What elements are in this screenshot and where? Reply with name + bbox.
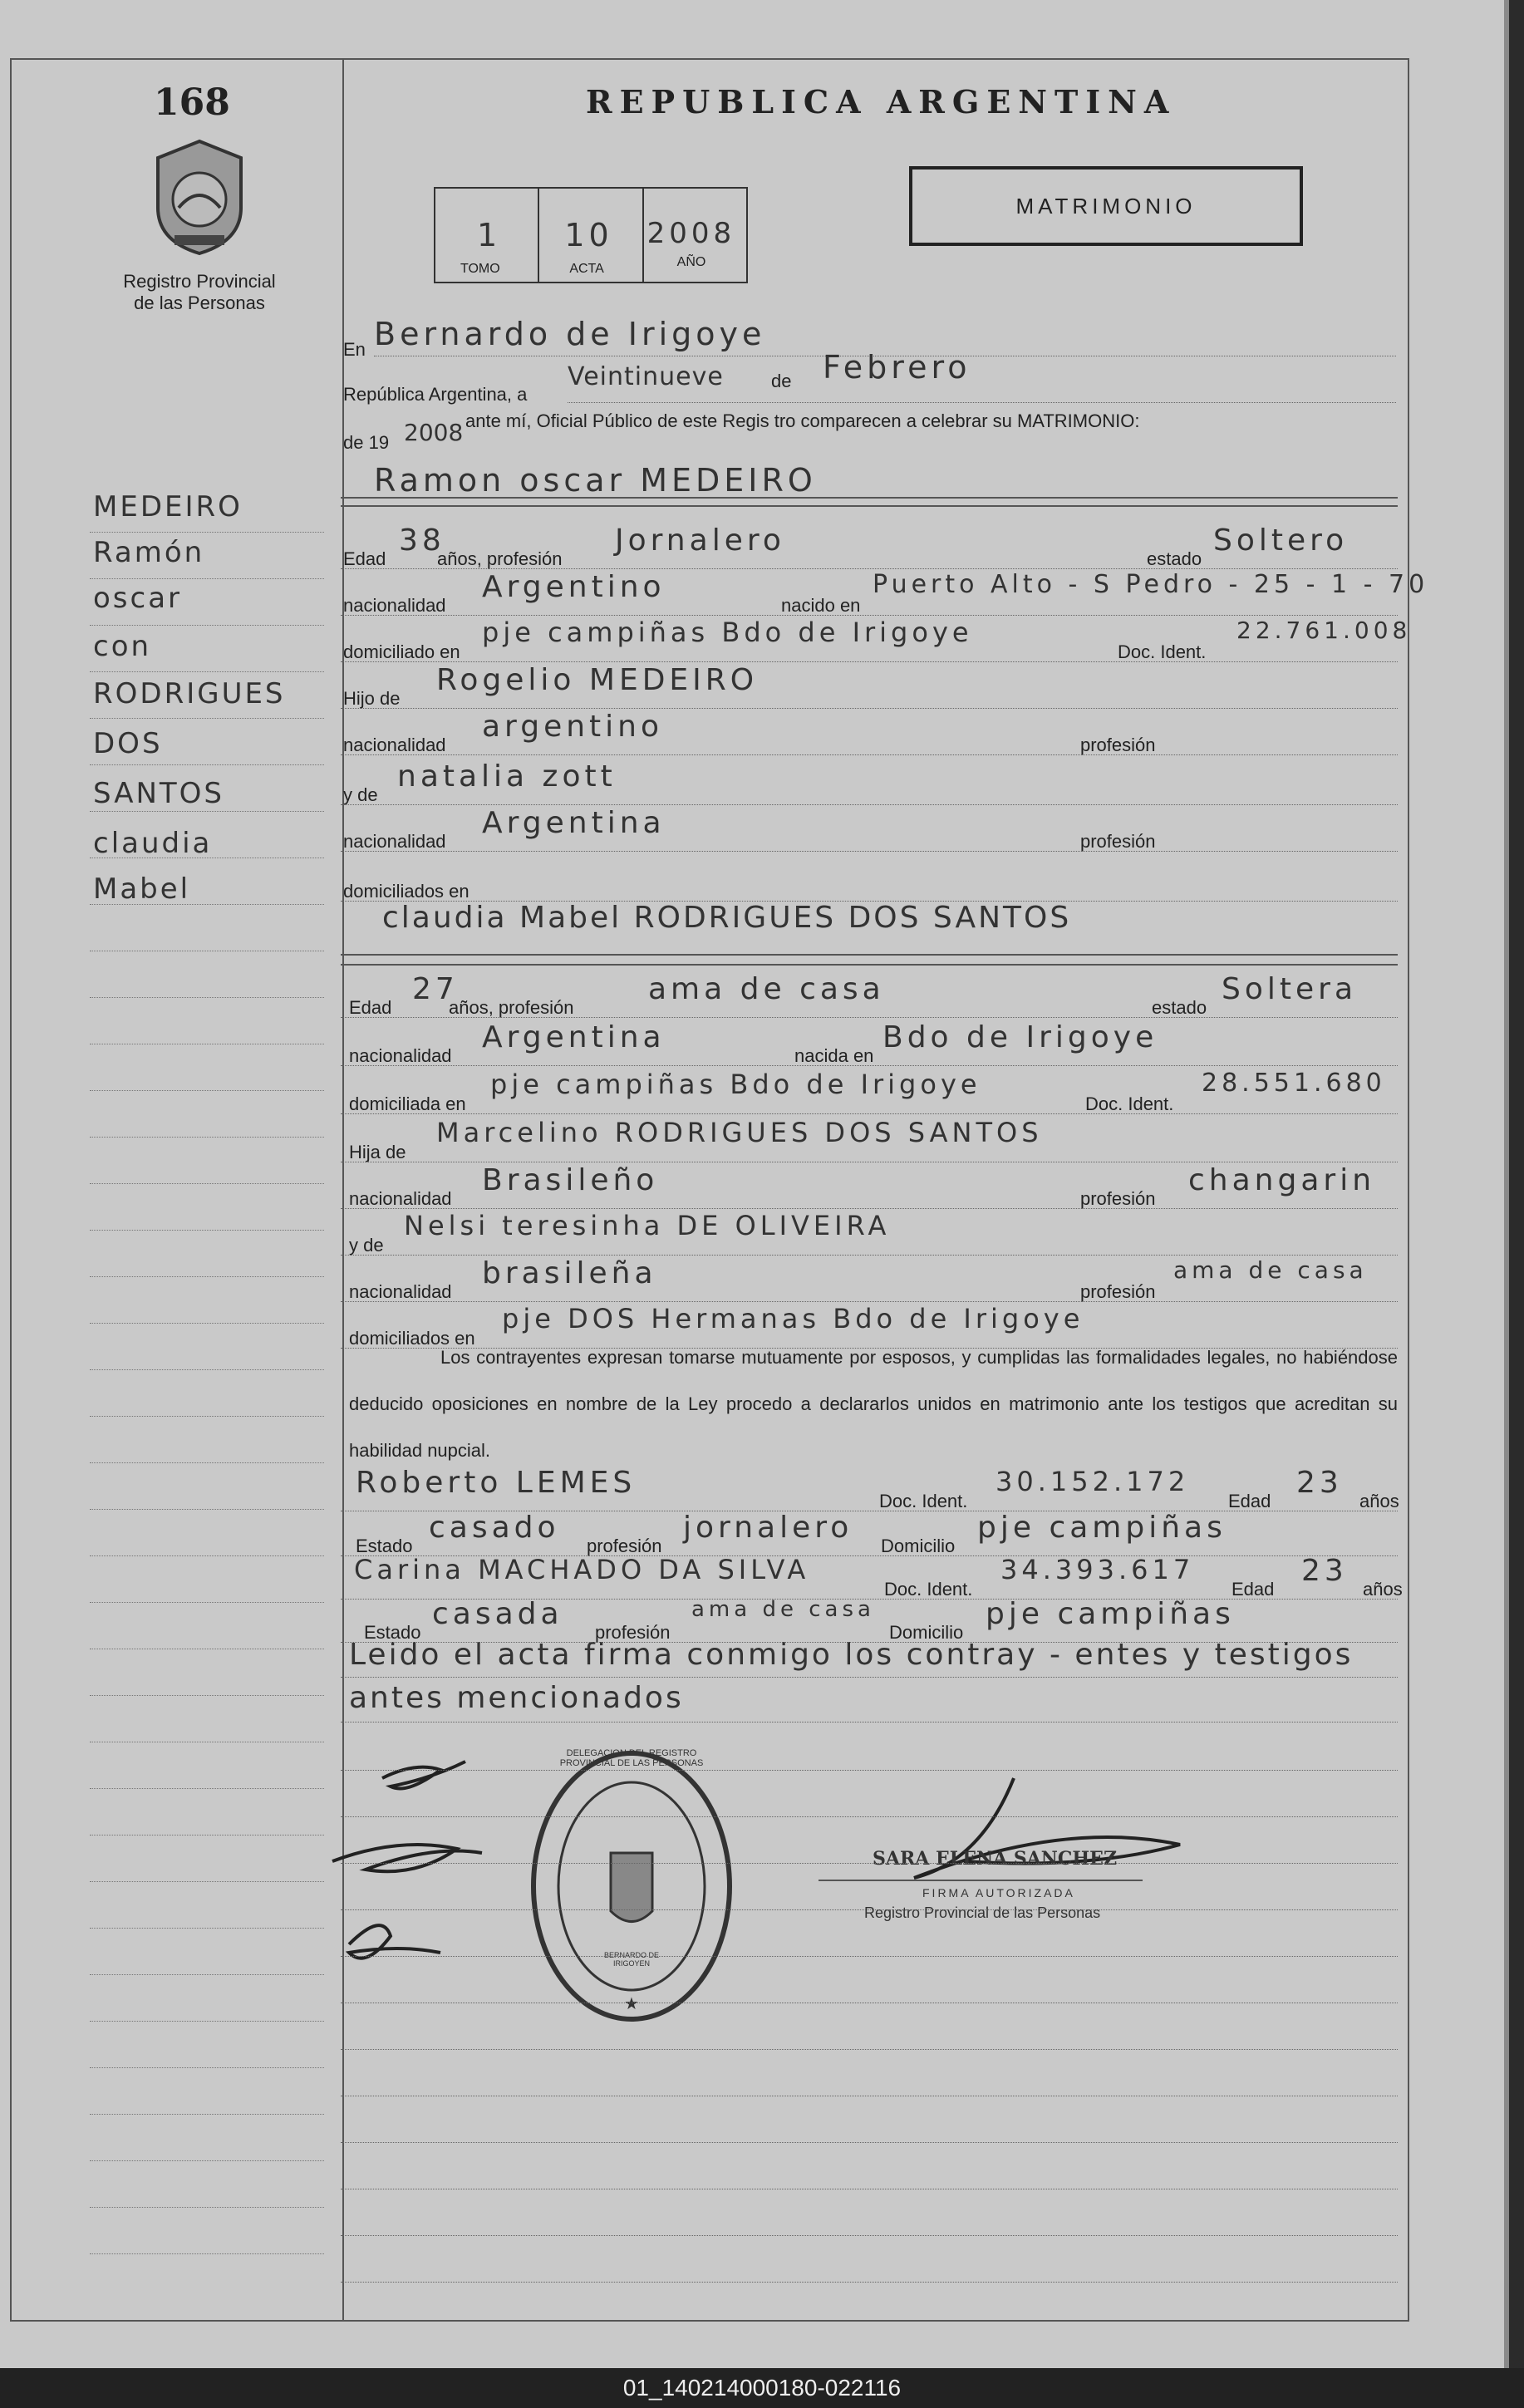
day-value: Veintinueve: [568, 362, 724, 391]
witness2-doc-label: Doc. Ident.: [884, 1579, 973, 1600]
groom-born-value: Puerto Alto - S Pedro - 25 - 1 - 70: [873, 570, 1429, 599]
bride-age-label: Edad: [349, 997, 392, 1018]
ruled-line: [341, 1642, 1398, 1643]
ruled-line: [341, 754, 1398, 755]
stamp-text: DELEGACION DEL REGISTRO PROVINCIAL DE LAS PERSONAS: [559, 1748, 704, 1768]
margin-rule: [90, 1323, 324, 1324]
margin-name: RODRIGUES: [93, 677, 286, 710]
official-name: SARA ELENA SANCHEZ: [873, 1848, 1118, 1870]
bride-parents-addr-value: pje DOS Hermanas Bdo de Irigoye: [502, 1303, 1084, 1334]
groom-age-value: 38: [399, 523, 445, 558]
acta-label: ACTA: [569, 262, 604, 276]
bride-mother-nat-label: nacionalidad: [349, 1281, 452, 1302]
year-label: de 19: [343, 432, 390, 453]
margin-rule: [90, 1416, 324, 1417]
margin-rule: [90, 904, 324, 905]
witness1-anos-label: años: [1359, 1491, 1399, 1511]
ruled-line: [341, 568, 1398, 569]
groom-status-value: Soltero: [1213, 523, 1349, 558]
tomo-label: TOMO: [460, 262, 500, 276]
witness1-doc-value: 30.152.172: [996, 1466, 1190, 1497]
ruled-line: [341, 1208, 1398, 1209]
margin-rule: [90, 811, 324, 812]
groom-mother-nat-value: Argentina: [482, 806, 666, 840]
witness1-status-label: Estado: [356, 1536, 413, 1556]
groom-addr-label: domiciliado en: [343, 641, 460, 662]
groom-father-prof-label: profesión: [1080, 735, 1156, 755]
margin-rule: [90, 2021, 324, 2022]
ruled-line: [341, 901, 1398, 902]
country-title: REPUBLICA ARGENTINA: [586, 83, 1177, 120]
margin-rule: [90, 1183, 324, 1184]
official-registry: Registro Provincial de las Personas: [864, 1904, 1101, 1921]
bride-father-nat-value: Brasileño: [482, 1163, 659, 1197]
margin-rule: [90, 1276, 324, 1277]
groom-mother-value: natalia zott: [397, 759, 617, 794]
witness2-status-label: Estado: [364, 1622, 421, 1643]
groom-status-label: estado: [1147, 548, 1202, 569]
bride-father-nat-label: nacionalidad: [349, 1188, 452, 1209]
margin-rule: [90, 625, 324, 626]
witness2-prof-label: profesión: [595, 1622, 671, 1643]
bride-doc-value: 28.551.680: [1202, 1069, 1386, 1098]
witness1-age-label: Edad: [1228, 1491, 1271, 1511]
margin-rule: [90, 2114, 324, 2115]
page-number: 168: [154, 81, 230, 124]
witness2-addr-label: Domicilio: [889, 1622, 964, 1643]
closing-text: Leido el acta firma conmigo los contray - entes y testigos antes mencionados: [349, 1638, 1354, 1715]
margin-name: MEDEIRO: [93, 490, 243, 523]
groom-parents-addr-label: domiciliados en: [343, 881, 469, 902]
bride-father-prof-value: changarin: [1188, 1163, 1376, 1197]
witness2-doc-value: 34.393.617: [1000, 1554, 1195, 1585]
official-signature: [814, 1770, 1213, 1894]
svg-text:★: ★: [624, 1995, 639, 2013]
tomo-value: 1: [477, 217, 502, 253]
bride-status-value: Soltera: [1222, 972, 1358, 1006]
witness1-status-value: casado: [429, 1511, 560, 1545]
registry-name: Registro Provincial de las Personas: [123, 271, 276, 313]
margin-rule: [90, 1695, 324, 1696]
bride-addr-value: pje campiñas Bdo de Irigoye: [490, 1069, 981, 1100]
witness1-age-value: 23: [1296, 1466, 1343, 1500]
witness1-prof-label: profesión: [587, 1536, 662, 1556]
bride-name: claudia Mabel RODRIGUES DOS SANTOS: [382, 901, 1072, 935]
bride-nat-label: nacionalidad: [349, 1045, 452, 1066]
margin-rule: [90, 1462, 324, 1463]
margin-name: claudia: [93, 827, 213, 860]
bride-nat-value: Argentina: [482, 1020, 666, 1054]
groom-age-label: Edad: [343, 548, 386, 569]
ruled-line: [341, 1113, 1398, 1114]
bride-mother-label: y de: [349, 1235, 384, 1256]
bride-mother-prof-value: ama de casa: [1173, 1256, 1368, 1284]
groom-father-label: Hijo de: [343, 688, 401, 709]
bride-mother-nat-value: brasileña: [482, 1256, 657, 1290]
ruled-line: [341, 1956, 1398, 1957]
ruled-line: [341, 1863, 1398, 1864]
margin-name: Ramón: [93, 536, 205, 569]
groom-mother-prof-label: profesión: [1080, 831, 1156, 852]
ano-label: AÑO: [676, 255, 706, 269]
bride-status-label: estado: [1152, 997, 1207, 1018]
month-value: Febrero: [823, 349, 971, 386]
witness2-anos-label: años: [1363, 1579, 1403, 1600]
of-label: de: [771, 371, 792, 391]
ruled-line: [341, 2142, 1398, 2143]
witness1-name-value: Roberto LEMES: [356, 1466, 637, 1500]
place-label: En: [343, 339, 366, 360]
official-title: FIRMA AUTORIZADA: [922, 1886, 1075, 1899]
groom-doc-label: Doc. Ident.: [1118, 641, 1207, 662]
act-number-box: [434, 187, 748, 283]
groom-addr-value: pje campiñas Bdo de Irigoye: [482, 617, 973, 648]
groom-prof-value: Jornalero: [615, 523, 785, 558]
witness2-name-value: Carina MACHADO DA SILVA: [354, 1554, 810, 1585]
margin-rule: [90, 671, 324, 672]
groom-nat-label: nacionalidad: [343, 595, 446, 616]
margin-rule: [90, 1974, 324, 1975]
bride-born-value: Bdo de Irigoye: [882, 1020, 1158, 1054]
ruled-line: [341, 661, 1398, 662]
witness1-prof-value: jornalero: [683, 1511, 853, 1545]
margin-name: con: [93, 630, 152, 663]
witness2-age-label: Edad: [1231, 1579, 1275, 1600]
margin-column: [93, 60, 344, 2320]
ruled-line: [341, 1348, 1398, 1349]
groom-prof-label: años, profesión: [437, 548, 563, 569]
margin-rule: [90, 764, 324, 765]
ruled-line: [341, 1816, 1398, 1817]
stamp-center: BERNARDO DE IRIGOYEN: [603, 1951, 659, 1968]
witness1-doc-label: Doc. Ident.: [879, 1491, 968, 1511]
ruled-line: [341, 1770, 1398, 1771]
margin-rule: [90, 2160, 324, 2161]
margin-rule: [90, 2253, 324, 2254]
groom-nat-value: Argentino: [482, 570, 666, 604]
bride-born-label: nacida en: [794, 1045, 874, 1066]
bride-mother-value: Nelsi teresinha DE OLIVEIRA: [404, 1210, 891, 1241]
place-value: Bernardo de Irigoye: [374, 316, 766, 352]
bride-prof-value: ama de casa: [648, 972, 885, 1006]
ruled-line: [341, 1065, 1398, 1066]
margin-name: Mabel: [93, 872, 191, 906]
margin-rule: [90, 997, 324, 998]
groom-doc-value: 22.761.008: [1236, 617, 1412, 644]
groom-father-value: Rogelio MEDEIRO: [436, 663, 759, 697]
bride-addr-label: domiciliada en: [349, 1093, 466, 1114]
bride-doc-label: Doc. Ident.: [1085, 1093, 1174, 1114]
margin-name: SANTOS: [93, 777, 225, 810]
ano-value: 2008: [646, 217, 736, 250]
provincial-seal: [150, 137, 249, 262]
margin-rule: [90, 1137, 324, 1138]
acta-value: 10: [564, 217, 613, 253]
margin-rule: [90, 1602, 324, 1603]
ruled-line: [341, 1909, 1398, 1910]
margin-rule: [90, 718, 324, 719]
witness2-prof-value: ama de casa: [691, 1597, 875, 1622]
header-text: ante mí, Oficial Público de este Regis tro comparecen a celebrar su MATRIMONIO:: [465, 410, 1140, 431]
margin-rule: [90, 1369, 324, 1370]
witness1-addr-value: pje campiñas: [977, 1511, 1227, 1545]
margin-rule: [90, 1090, 324, 1091]
margin-name: DOS: [93, 727, 163, 760]
bride-father-value: Marcelino RODRIGUES DOS SANTOS: [436, 1117, 1043, 1148]
country-label: República Argentina, a: [343, 384, 528, 405]
ruled-line: [341, 2049, 1398, 2050]
bride-prof-label: años, profesión: [449, 997, 574, 1018]
margin-rule: [90, 1928, 324, 1929]
witness2-status-value: casada: [432, 1597, 563, 1631]
declaration-text: Los contrayentes expresan tomarse mutuamente por esposos, y cumplidas las formalidades legales, no habiéndose deducido oposiciones en nombre de la Ley procedo a declararlos unidos en matrimonio ante los testigos que acreditan su habilidad nupcial.: [349, 1347, 1398, 1461]
act-type-box: [909, 166, 1303, 246]
margin-rule: [90, 1788, 324, 1789]
groom-father-nat-value: argentino: [482, 710, 664, 744]
ruled-line: [341, 615, 1398, 616]
groom-mother-nat-label: nacionalidad: [343, 831, 446, 852]
witness1-addr-label: Domicilio: [881, 1536, 956, 1556]
ruled-line: [341, 708, 1398, 709]
bride-father-label: Hija de: [349, 1142, 406, 1162]
witness2-addr-value: pje campiñas: [986, 1597, 1235, 1631]
bride-parents-addr-label: domiciliados en: [349, 1328, 475, 1349]
footer-id: 01_140214000180-022116: [0, 2368, 1524, 2408]
ruled-line: [341, 1301, 1398, 1302]
ruled-line: [341, 1017, 1398, 1018]
ruled-line: [341, 1255, 1398, 1256]
year-value: 2008: [404, 419, 464, 446]
ruled-line: [341, 851, 1398, 852]
margin-rule: [90, 1555, 324, 1556]
ruled-line: [341, 804, 1398, 805]
bride-mother-prof-label: profesión: [1080, 1281, 1156, 1302]
margin-rule: [90, 532, 324, 533]
ruled-line: [341, 2282, 1398, 2283]
margin-rule: [90, 1881, 324, 1882]
bride-age-value: 27: [412, 972, 459, 1006]
groom-father-nat-label: nacionalidad: [343, 735, 446, 755]
margin-name: oscar: [93, 582, 183, 615]
margin-rule: [90, 578, 324, 579]
groom-mother-label: y de: [343, 784, 378, 805]
margin-rule: [90, 1509, 324, 1510]
groom-name: Ramon oscar MEDEIRO: [374, 462, 817, 499]
bride-father-prof-label: profesión: [1080, 1188, 1156, 1209]
margin-rule: [90, 2207, 324, 2208]
margin-rule: [90, 2067, 324, 2068]
witness2-age-value: 23: [1301, 1554, 1348, 1588]
groom-born-label: nacido en: [781, 595, 861, 616]
official-stamp: [528, 1745, 735, 2032]
margin-rule: [90, 1230, 324, 1231]
act-type: MATRIMONIO: [1015, 194, 1197, 219]
contrayentes-signatures: [316, 1745, 515, 1994]
ruled-line: [341, 2235, 1398, 2236]
